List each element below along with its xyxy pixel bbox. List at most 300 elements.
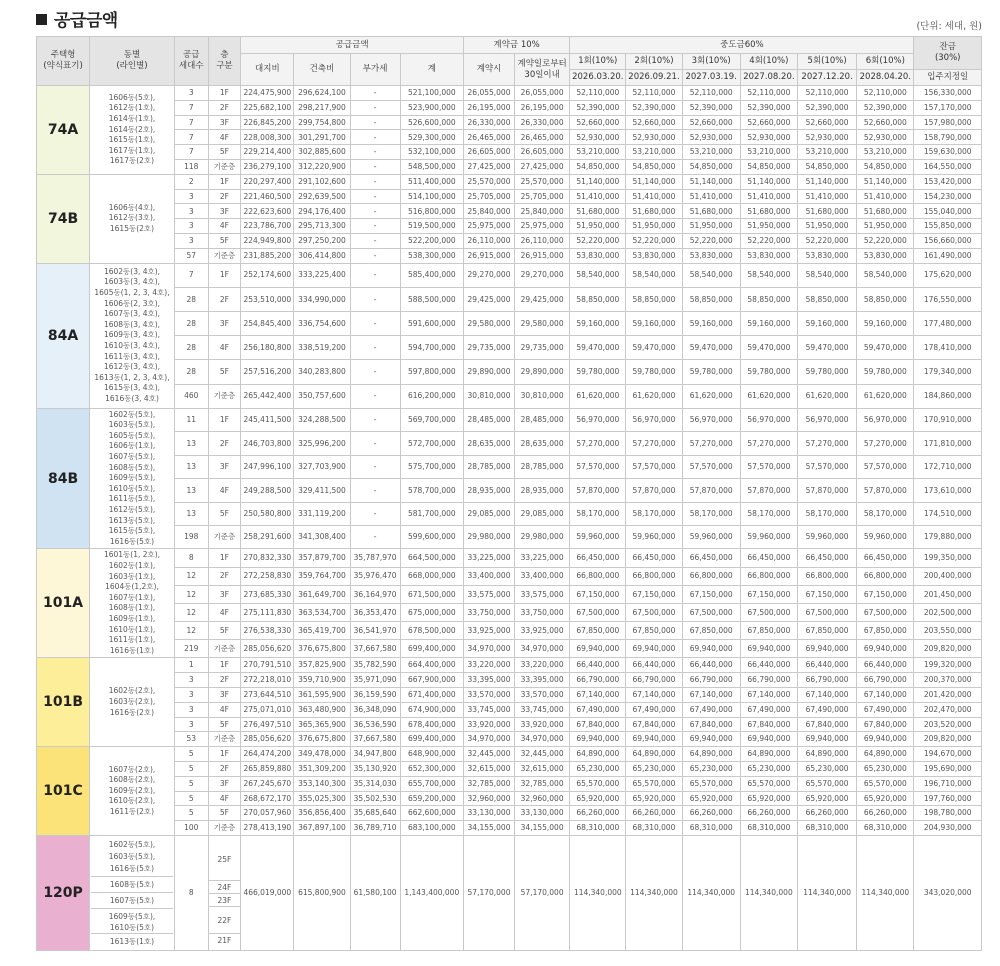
unit-count: 12 <box>174 603 208 621</box>
unit-count: 7 <box>174 100 208 115</box>
col-total: 계 <box>400 54 463 86</box>
cell-vat: 35,502,530 <box>350 791 400 806</box>
cell-vat: 35,976,470 <box>350 567 400 585</box>
unit-count: 12 <box>174 567 208 585</box>
cell-vat: - <box>350 525 400 548</box>
cell-installment-5: 58,540,000 <box>797 263 856 287</box>
cell-dep2: 26,195,000 <box>515 100 570 115</box>
cell-building: 363,534,700 <box>294 603 350 621</box>
cell-installment-6: 52,390,000 <box>857 100 914 115</box>
cell-vat: 36,348,090 <box>350 702 400 717</box>
cell-land: 275,111,830 <box>241 603 294 621</box>
cell-installment-6: 52,110,000 <box>857 86 914 101</box>
cell-installment-6: 58,540,000 <box>857 263 914 287</box>
cell-total: 648,900,000 <box>400 747 463 762</box>
cell-vat: 36,353,470 <box>350 603 400 621</box>
cell-land: 285,056,620 <box>241 640 294 658</box>
cell-installment-2: 67,140,000 <box>626 687 682 702</box>
col-middle: 중도금60% <box>570 37 914 54</box>
cell-balance: 174,510,000 <box>914 502 982 525</box>
cell-installment-2: 58,850,000 <box>626 287 682 311</box>
col-installment-4: 4회(10%) <box>740 54 797 70</box>
cell-land: 222,623,600 <box>241 204 294 219</box>
cell-installment-1: 114,340,000 <box>570 835 626 950</box>
cell-building: 298,217,900 <box>294 100 350 115</box>
table-row <box>37 86 982 101</box>
cell-land: 253,510,000 <box>241 287 294 311</box>
col-building: 건축비 <box>294 54 350 86</box>
cell-installment-4: 52,220,000 <box>740 233 797 248</box>
cell-dep1: 33,575,000 <box>463 585 514 603</box>
unit-count: 28 <box>174 287 208 311</box>
cell-installment-5: 51,680,000 <box>797 204 856 219</box>
cell-dep2: 34,970,000 <box>515 640 570 658</box>
dong-list: 1606동(5호), 1612동(1호), 1614동(1호), 1614동(2호), 1615동(1호), 1617동(1호), 1617동(2호) <box>90 86 175 175</box>
col-installment-date-6: 2028.04.20. <box>857 70 914 86</box>
cell-installment-5: 56,970,000 <box>797 408 856 431</box>
cell-total: 683,100,000 <box>400 821 463 836</box>
cell-installment-2: 52,220,000 <box>626 233 682 248</box>
cell-vat: 37,667,580 <box>350 640 400 658</box>
supply-price-table <box>36 36 982 951</box>
cell-installment-3: 51,950,000 <box>682 219 740 234</box>
floor: 4F <box>208 791 241 806</box>
cell-installment-5: 68,310,000 <box>797 821 856 836</box>
cell-installment-4: 66,800,000 <box>740 567 797 585</box>
cell-installment-6: 64,890,000 <box>857 747 914 762</box>
floor: 2F <box>208 567 241 585</box>
cell-installment-6: 114,340,000 <box>857 835 914 950</box>
cell-dep1: 28,785,000 <box>463 455 514 478</box>
cell-installment-1: 69,940,000 <box>570 732 626 747</box>
cell-installment-4: 52,930,000 <box>740 130 797 145</box>
dong-list: 1607동(2호), 1608동(2호), 1609동(2호), 1610동(2호), 1611동(2호) <box>90 747 175 836</box>
cell-installment-2: 54,850,000 <box>626 159 682 174</box>
cell-dep1: 33,920,000 <box>463 717 514 732</box>
unit-count: 5 <box>174 791 208 806</box>
floor: 기준층 <box>208 384 241 408</box>
cell-installment-4: 58,540,000 <box>740 263 797 287</box>
table-row <box>37 408 982 431</box>
cell-installment-2: 57,570,000 <box>626 455 682 478</box>
cell-installment-3: 114,340,000 <box>682 835 740 950</box>
unit-count: 28 <box>174 336 208 360</box>
cell-installment-5: 66,790,000 <box>797 673 856 688</box>
unit-count: 3 <box>174 702 208 717</box>
cell-installment-6: 54,850,000 <box>857 159 914 174</box>
cell-installment-4: 67,490,000 <box>740 702 797 717</box>
table-row <box>37 702 982 717</box>
cell-balance: 200,370,000 <box>914 673 982 688</box>
cell-installment-1: 66,790,000 <box>570 673 626 688</box>
col-installment-5: 5회(10%) <box>797 54 856 70</box>
cell-installment-1: 52,220,000 <box>570 233 626 248</box>
cell-installment-1: 51,680,000 <box>570 204 626 219</box>
cell-vat: 36,541,970 <box>350 622 400 640</box>
cell-installment-6: 51,950,000 <box>857 219 914 234</box>
cell-land: 257,516,200 <box>241 360 294 384</box>
cell-balance: 198,780,000 <box>914 806 982 821</box>
cell-building: 357,879,700 <box>294 549 350 567</box>
cell-installment-5: 64,890,000 <box>797 747 856 762</box>
cell-dep1: 26,465,000 <box>463 130 514 145</box>
cell-dep1: 28,485,000 <box>463 408 514 431</box>
cell-installment-4: 67,140,000 <box>740 687 797 702</box>
cell-dep2: 57,170,000 <box>515 835 570 950</box>
cell-dep2: 28,935,000 <box>515 479 570 502</box>
cell-land: 220,297,400 <box>241 174 294 189</box>
cell-installment-1: 67,500,000 <box>570 603 626 621</box>
cell-installment-2: 69,940,000 <box>626 732 682 747</box>
cell-installment-2: 53,210,000 <box>626 145 682 160</box>
table-row <box>37 640 982 658</box>
cell-installment-4: 57,570,000 <box>740 455 797 478</box>
cell-land: 236,279,100 <box>241 159 294 174</box>
cell-dep1: 29,980,000 <box>463 525 514 548</box>
cell-total: 699,400,000 <box>400 640 463 658</box>
cell-balance: 209,820,000 <box>914 732 982 747</box>
unit-count: 3 <box>174 219 208 234</box>
cell-balance: 201,450,000 <box>914 585 982 603</box>
cell-installment-2: 64,890,000 <box>626 747 682 762</box>
table-row <box>37 336 982 360</box>
floor: 1F <box>208 549 241 567</box>
cell-installment-5: 52,930,000 <box>797 130 856 145</box>
cell-installment-6: 53,210,000 <box>857 145 914 160</box>
cell-installment-1: 69,940,000 <box>570 640 626 658</box>
section-title-text: 공급금액 <box>54 11 118 31</box>
cell-balance: 194,670,000 <box>914 747 982 762</box>
cell-installment-4: 65,230,000 <box>740 761 797 776</box>
cell-installment-2: 57,270,000 <box>626 432 682 455</box>
cell-installment-2: 65,230,000 <box>626 761 682 776</box>
table-row <box>37 263 982 287</box>
cell-installment-3: 65,570,000 <box>682 776 740 791</box>
cell-installment-1: 66,260,000 <box>570 806 626 821</box>
cell-dep1: 32,785,000 <box>463 776 514 791</box>
cell-total: 585,400,000 <box>400 263 463 287</box>
unit-count: 13 <box>174 479 208 502</box>
cell-total: 699,400,000 <box>400 732 463 747</box>
cell-total: 516,800,000 <box>400 204 463 219</box>
unit-count: 118 <box>174 159 208 174</box>
table-row <box>37 219 982 234</box>
cell-installment-5: 65,230,000 <box>797 761 856 776</box>
cell-building: 361,595,900 <box>294 687 350 702</box>
cell-installment-5: 67,150,000 <box>797 585 856 603</box>
floor: 2F <box>208 100 241 115</box>
cell-installment-4: 64,890,000 <box>740 747 797 762</box>
cell-installment-1: 53,210,000 <box>570 145 626 160</box>
cell-installment-6: 53,830,000 <box>857 248 914 263</box>
cell-installment-5: 52,110,000 <box>797 86 856 101</box>
floor: 5F <box>208 233 241 248</box>
cell-balance: 156,660,000 <box>914 233 982 248</box>
cell-installment-5: 53,830,000 <box>797 248 856 263</box>
cell-installment-4: 65,570,000 <box>740 776 797 791</box>
col-installment-date-5: 2027.12.20. <box>797 70 856 86</box>
cell-dep2: 33,225,000 <box>515 549 570 567</box>
cell-total: 674,900,000 <box>400 702 463 717</box>
cell-installment-3: 65,230,000 <box>682 761 740 776</box>
table-row <box>37 432 982 455</box>
table-row <box>37 233 982 248</box>
cell-installment-1: 67,490,000 <box>570 702 626 717</box>
cell-installment-3: 56,970,000 <box>682 408 740 431</box>
cell-dep1: 33,750,000 <box>463 603 514 621</box>
cell-installment-2: 66,790,000 <box>626 673 682 688</box>
cell-total: 594,700,000 <box>400 336 463 360</box>
cell-dep2: 25,570,000 <box>515 174 570 189</box>
table-row <box>37 479 982 502</box>
cell-balance: 175,620,000 <box>914 263 982 287</box>
cell-land: 276,538,330 <box>241 622 294 640</box>
cell-dep1: 32,445,000 <box>463 747 514 762</box>
cell-installment-5: 52,660,000 <box>797 115 856 130</box>
cell-installment-3: 52,110,000 <box>682 86 740 101</box>
cell-total: 569,700,000 <box>400 408 463 431</box>
cell-installment-2: 66,260,000 <box>626 806 682 821</box>
cell-dep1: 29,425,000 <box>463 287 514 311</box>
cell-installment-4: 67,850,000 <box>740 622 797 640</box>
cell-dep2: 29,425,000 <box>515 287 570 311</box>
cell-building: 306,414,800 <box>294 248 350 263</box>
floor: 2F <box>208 432 241 455</box>
cell-installment-1: 58,170,000 <box>570 502 626 525</box>
cell-vat: - <box>350 479 400 502</box>
cell-installment-1: 65,920,000 <box>570 791 626 806</box>
cell-installment-1: 66,800,000 <box>570 567 626 585</box>
cell-installment-3: 68,310,000 <box>682 821 740 836</box>
table-row <box>37 835 982 950</box>
cell-installment-3: 67,840,000 <box>682 717 740 732</box>
cell-dep2: 34,155,000 <box>515 821 570 836</box>
col-deposit-contract: 계약시 <box>463 54 514 86</box>
cell-total: 538,300,000 <box>400 248 463 263</box>
cell-installment-4: 67,500,000 <box>740 603 797 621</box>
cell-dep2: 32,785,000 <box>515 776 570 791</box>
cell-installment-6: 67,500,000 <box>857 603 914 621</box>
table-row <box>37 747 982 762</box>
unit-count: 3 <box>174 687 208 702</box>
unit-type: 101B <box>37 658 90 747</box>
cell-total: 655,700,000 <box>400 776 463 791</box>
cell-installment-3: 57,270,000 <box>682 432 740 455</box>
cell-vat: - <box>350 145 400 160</box>
floor: 1F <box>208 263 241 287</box>
cell-installment-3: 54,850,000 <box>682 159 740 174</box>
cell-installment-6: 57,870,000 <box>857 479 914 502</box>
cell-installment-1: 65,230,000 <box>570 761 626 776</box>
cell-dep2: 33,920,000 <box>515 717 570 732</box>
cell-land: 229,214,400 <box>241 145 294 160</box>
table-row <box>37 159 982 174</box>
cell-building: 301,291,700 <box>294 130 350 145</box>
cell-land: 270,057,960 <box>241 806 294 821</box>
unit-count: 7 <box>174 145 208 160</box>
cell-vat: 36,789,710 <box>350 821 400 836</box>
unit-count: 7 <box>174 263 208 287</box>
unit-count: 12 <box>174 622 208 640</box>
cell-dep1: 28,635,000 <box>463 432 514 455</box>
cell-installment-5: 51,140,000 <box>797 174 856 189</box>
cell-building: 329,411,500 <box>294 479 350 502</box>
cell-vat: - <box>350 408 400 431</box>
cell-installment-3: 53,830,000 <box>682 248 740 263</box>
cell-installment-2: 67,490,000 <box>626 702 682 717</box>
cell-building: 615,800,900 <box>294 835 350 950</box>
cell-installment-5: 65,920,000 <box>797 791 856 806</box>
cell-land: 221,460,500 <box>241 189 294 204</box>
cell-dep1: 34,155,000 <box>463 821 514 836</box>
cell-installment-5: 57,870,000 <box>797 479 856 502</box>
cell-building: 351,309,200 <box>294 761 350 776</box>
unit-count: 100 <box>174 821 208 836</box>
table-row <box>37 549 982 567</box>
cell-installment-4: 52,390,000 <box>740 100 797 115</box>
cell-vat: - <box>350 100 400 115</box>
table-row <box>37 603 982 621</box>
cell-installment-2: 58,540,000 <box>626 263 682 287</box>
cell-installment-1: 52,930,000 <box>570 130 626 145</box>
cell-building: 376,675,800 <box>294 640 350 658</box>
floor: 1F <box>208 747 241 762</box>
cell-vat: - <box>350 311 400 335</box>
cell-vat: - <box>350 233 400 248</box>
cell-installment-6: 59,470,000 <box>857 336 914 360</box>
cell-dep1: 33,745,000 <box>463 702 514 717</box>
cell-land: 249,288,500 <box>241 479 294 502</box>
cell-installment-3: 59,960,000 <box>682 525 740 548</box>
cell-installment-4: 59,470,000 <box>740 336 797 360</box>
cell-installment-5: 67,500,000 <box>797 603 856 621</box>
cell-installment-6: 52,660,000 <box>857 115 914 130</box>
cell-total: 678,400,000 <box>400 717 463 732</box>
cell-balance: 157,980,000 <box>914 115 982 130</box>
cell-dep2: 33,220,000 <box>515 658 570 673</box>
unit-count: 3 <box>174 233 208 248</box>
table-row <box>37 502 982 525</box>
unit-count: 11 <box>174 408 208 431</box>
table-row <box>37 287 982 311</box>
cell-dep2: 33,130,000 <box>515 806 570 821</box>
cell-installment-2: 58,170,000 <box>626 502 682 525</box>
cell-building: 291,102,600 <box>294 174 350 189</box>
cell-installment-6: 66,450,000 <box>857 549 914 567</box>
col-land: 대지비 <box>241 54 294 86</box>
cell-total: 664,400,000 <box>400 658 463 673</box>
cell-balance: 172,710,000 <box>914 455 982 478</box>
cell-installment-1: 53,830,000 <box>570 248 626 263</box>
cell-balance: 203,550,000 <box>914 622 982 640</box>
floor: 5F <box>208 502 241 525</box>
cell-dep1: 26,605,000 <box>463 145 514 160</box>
cell-balance: 179,340,000 <box>914 360 982 384</box>
cell-total: 678,500,000 <box>400 622 463 640</box>
cell-installment-3: 66,800,000 <box>682 567 740 585</box>
cell-land: 252,174,600 <box>241 263 294 287</box>
unit-count: 5 <box>174 806 208 821</box>
cell-installment-6: 51,410,000 <box>857 189 914 204</box>
cell-building: 359,764,700 <box>294 567 350 585</box>
cell-total: 671,500,000 <box>400 585 463 603</box>
cell-installment-6: 56,970,000 <box>857 408 914 431</box>
cell-balance: 200,400,000 <box>914 567 982 585</box>
floor: 4F <box>208 702 241 717</box>
cell-dep1: 33,225,000 <box>463 549 514 567</box>
table-row <box>37 248 982 263</box>
cell-installment-4: 66,260,000 <box>740 806 797 821</box>
cell-dep1: 33,220,000 <box>463 658 514 673</box>
cell-vat: 35,782,590 <box>350 658 400 673</box>
cell-total: 521,100,000 <box>400 86 463 101</box>
cell-installment-5: 58,170,000 <box>797 502 856 525</box>
cell-installment-1: 58,540,000 <box>570 263 626 287</box>
cell-installment-6: 66,800,000 <box>857 567 914 585</box>
cell-dep2: 30,810,000 <box>515 384 570 408</box>
cell-dep2: 33,925,000 <box>515 622 570 640</box>
cell-building: 361,649,700 <box>294 585 350 603</box>
floor: 5F <box>208 622 241 640</box>
cell-dep2: 33,575,000 <box>515 585 570 603</box>
cell-building: 333,225,400 <box>294 263 350 287</box>
cell-installment-1: 59,160,000 <box>570 311 626 335</box>
cell-dep1: 26,055,000 <box>463 86 514 101</box>
cell-building: 356,856,400 <box>294 806 350 821</box>
col-installment-1: 1회(10%) <box>570 54 626 70</box>
cell-building: 334,990,000 <box>294 287 350 311</box>
cell-total: 588,500,000 <box>400 287 463 311</box>
unit-label: (단위: 세대, 원) <box>916 21 982 32</box>
cell-dep1: 27,425,000 <box>463 159 514 174</box>
cell-installment-2: 59,780,000 <box>626 360 682 384</box>
cell-installment-2: 59,960,000 <box>626 525 682 548</box>
unit-count: 57 <box>174 248 208 263</box>
cell-installment-5: 61,620,000 <box>797 384 856 408</box>
section-title <box>36 6 118 31</box>
cell-land: 268,672,170 <box>241 791 294 806</box>
table-body <box>37 86 982 951</box>
cell-installment-5: 66,440,000 <box>797 658 856 673</box>
cell-vat: 35,787,970 <box>350 549 400 567</box>
cell-installment-5: 52,220,000 <box>797 233 856 248</box>
cell-total: 1,143,400,000 <box>400 835 463 950</box>
cell-total: 523,900,000 <box>400 100 463 115</box>
cell-building: 365,419,700 <box>294 622 350 640</box>
cell-building: 296,624,100 <box>294 86 350 101</box>
table-row <box>37 717 982 732</box>
cell-installment-3: 57,870,000 <box>682 479 740 502</box>
cell-installment-2: 51,950,000 <box>626 219 682 234</box>
cell-total: 597,800,000 <box>400 360 463 384</box>
cell-land: 247,996,100 <box>241 455 294 478</box>
floor: 3F <box>208 204 241 219</box>
cell-installment-1: 66,440,000 <box>570 658 626 673</box>
cell-installment-1: 59,960,000 <box>570 525 626 548</box>
floor: 4F <box>208 479 241 502</box>
cell-installment-2: 67,500,000 <box>626 603 682 621</box>
table-row <box>37 455 982 478</box>
floor: 3F <box>208 455 241 478</box>
floor: 5F <box>208 360 241 384</box>
cell-dep1: 32,615,000 <box>463 761 514 776</box>
table-row <box>37 673 982 688</box>
cell-installment-5: 57,570,000 <box>797 455 856 478</box>
cell-dep2: 29,580,000 <box>515 311 570 335</box>
col-vat: 부가세 <box>350 54 400 86</box>
cell-installment-5: 69,940,000 <box>797 640 856 658</box>
cell-land: 270,832,330 <box>241 549 294 567</box>
